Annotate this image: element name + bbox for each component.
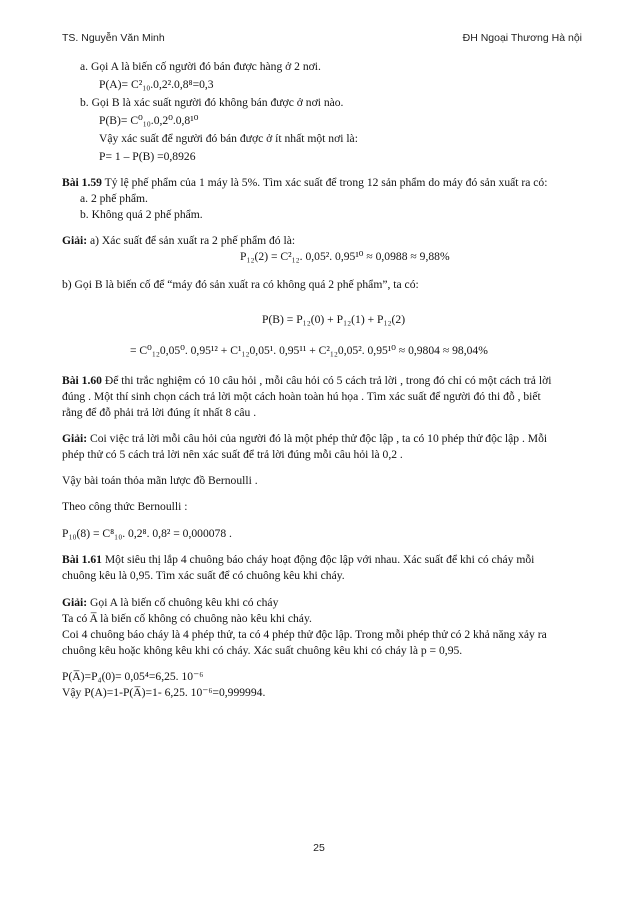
bold-prefix: Bài 1.59 [62, 176, 102, 189]
formula-p12-2: P₁₂(2) = C²₁₂. 0,05². 0,95¹⁰ ≈ 0,0988 ≈ 9,88% [240, 250, 450, 263]
formula-pb-sum: P(B) = P₁₂(0) + P₁₂(1) + P₁₂(2) [262, 313, 406, 326]
formula-p: P= 1 – P(B) =0,8926 [99, 150, 196, 163]
text-line: chuông kêu là 0,95. Tìm xác suất để có chuông kêu khi cháy. [62, 569, 345, 582]
header-author: TS. Nguyễn Văn Minh [62, 32, 165, 44]
exercise-1-59: Bài 1.59 Tỷ lệ phế phẩm của 1 máy là 5%. Tìm xác suất để trong 12 sản phẩm do máy đó sản xuất ra có: [62, 176, 548, 189]
formula-p10-8: P₁₀(8) = C⁸₁₀. 0,2⁸. 0,8² = 0,000078 . [62, 527, 232, 540]
part-a-line: a. Gọi A là biến cố người đó bán được hàng ở 2 nơi. [80, 60, 321, 73]
bold-prefix: Giải: [62, 234, 88, 247]
part-b-line: b. Gọi B là xác suất người đó không bán được ở nơi nào. [80, 96, 344, 109]
bold-prefix: Giải: [62, 432, 88, 445]
text-line: b) Gọi B là biến cố để “máy đó sản xuất ra có không quá 2 phế phẩm”, ta có: [62, 278, 419, 291]
text-line: Coi 4 chuông báo cháy là 4 phép thử, ta có 4 phép thử độc lập. Trong mỗi phép thử có 2 khả năng xảy ra [62, 628, 547, 641]
bold-prefix: Bài 1.60 [62, 374, 102, 387]
page-number: 25 [313, 842, 325, 854]
text-line: Vậy xác suất để người đó bán được ở ít nhất một nơi là: [99, 132, 358, 145]
formula-pa-final: Vậy P(A)=1-P(A̅)=1- 6,25. 10⁻⁶=0,999994. [62, 686, 266, 699]
text-line: phép thử có 5 cách trả lời nên xác suất để trả lời đúng mỗi câu hỏi là 0,2 . [62, 448, 403, 461]
exercise-1-61: Bài 1.61 Một siêu thị lắp 4 chuông báo cháy hoạt động độc lập với nhau. Xác suất để khi có cháy mỗi [62, 553, 535, 566]
text-line: Theo công thức Bernoulli : [62, 500, 188, 513]
formula-pa: P(A)= C²₁₀.0,2².0,8⁸=0,3 [99, 78, 214, 91]
formula-pb: P(B)= C⁰₁₀.0,2⁰.0,8¹⁰ [99, 114, 199, 127]
solution-line: Giải: a) Xác suất để sản xuất ra 2 phế phẩm đó là: [62, 234, 296, 247]
text-line: Ta có A̅ là biến cố không có chuông nào kêu khi cháy. [62, 612, 312, 625]
part-a-line: a. 2 phế phẩm. [80, 192, 148, 205]
text-line: rằng để đỗ phải trả lời đúng ít nhất 8 câu . [62, 406, 257, 419]
bold-prefix: Bài 1.61 [62, 553, 102, 566]
solution-line: Giải: Coi việc trả lời mỗi câu hỏi của người đó là một phép thử độc lập , ta có 10 phép thử độc lập . Mỗi [62, 432, 548, 445]
text-line: chuông kêu hoặc không kêu khi có cháy. Xác suất chuông kêu khi có cháy là p = 0,95. [62, 644, 463, 657]
part-b-line: b. Không quá 2 phế phẩm. [80, 208, 203, 221]
header-school: ĐH Ngoại Thương Hà nội [462, 32, 582, 44]
solution-line: Giải: Gọi A là biến cố chuông kêu khi có cháy [62, 596, 279, 609]
bold-prefix: Giải: [62, 596, 88, 609]
formula-pb-value: = C⁰₁₂0,05⁰. 0,95¹² + C¹₁₂0,05¹. 0,95¹¹ + C²₁₂0,05². 0,95¹⁰ ≈ 0,9804 ≈ 98,04% [130, 344, 488, 357]
text-line: Vậy bài toán thỏa mãn lược đồ Bernoulli . [62, 474, 258, 487]
text-line: đúng . Một thí sinh chọn cách trả lời một cách hoàn toàn hú họa . Tìm xác suất để người đó thi đỗ , biết [62, 390, 541, 403]
formula-p-abar: P(A̅)=P₄(0)= 0,05⁴=6,25. 10⁻⁶ [62, 670, 204, 683]
exercise-1-60: Bài 1.60 Để thi trắc nghiệm có 10 câu hỏi , mỗi câu hỏi có 5 cách trả lời , trong đó chỉ có một cách trả lời [62, 374, 552, 387]
